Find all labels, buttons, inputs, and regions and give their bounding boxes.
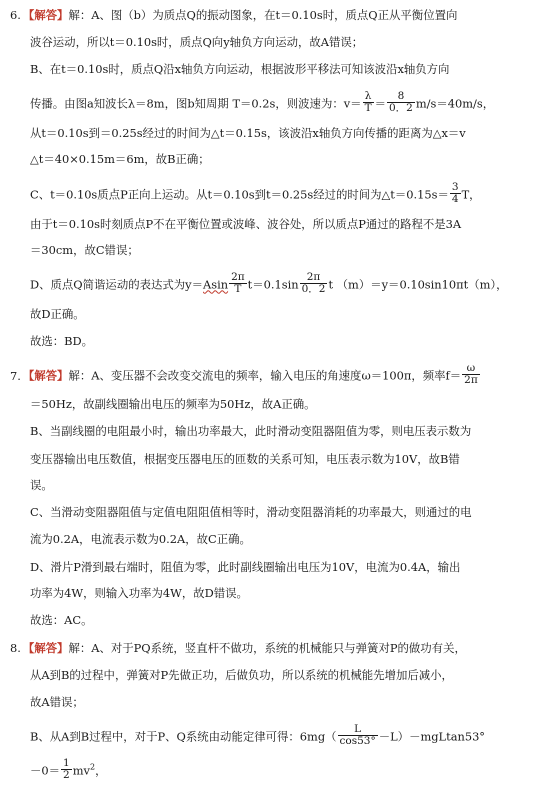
q6-line-12: 故选：BD。	[30, 334, 94, 348]
q6-line-11: 故D正确。	[30, 307, 85, 321]
fraction-L-over-cos53: $\frac{L}{\cos 53^\circ}$	[339, 723, 376, 747]
fraction-3-over-4: $\frac{3}{4}$	[451, 181, 459, 205]
q7-answer-tag: 【解答】	[22, 368, 69, 383]
q6-number: 6.	[10, 8, 21, 22]
q6-line-10: D、质点Q简谐运动的表达式为y＝Asin $\frac{2\pi}{T}$ t＝0.1sin $\frac{2\pi}{0.2}$ t （m）＝y＝0.10sin10πt（m），	[30, 271, 508, 295]
q7-line-4: 变压器输出电压数值，根据变压器电压的匝数的关系可知，电压表示数为10V，故B错	[30, 452, 460, 466]
q6-line-5: 从t＝0.10s到＝0.25s经过的时间为△t＝0.15s，该波沿x轴负方向传播的距离为△x＝v	[30, 126, 466, 140]
q7-line-9: 功率为4W，则输入功率为4W，故D错误。	[30, 586, 248, 600]
q8-number: 8.	[10, 641, 21, 655]
fraction-lambda-over-T: $\frac{\lambda}{T}$	[364, 90, 372, 114]
q8-line-4: B、从A到B过程中，对于P、Q系统由动能定律可得：6mg（ $\frac{L}{\cos 53^\circ}$ －L）－mgLtan53°	[30, 723, 486, 747]
q6-line-3: B、在t＝0.10s时，质点Q沿x轴负方向运动，根据波形平移法可知该波沿x轴负方向	[30, 62, 450, 76]
q7-line-10: 故选：AC。	[30, 613, 93, 627]
q7-line-2: ＝50Hz，故副线圈输出电压的频率为50Hz，故A正确。	[30, 397, 316, 411]
q8-line-5: －0＝ $\frac{1}{2}$ $mv^2$，	[30, 757, 107, 781]
q6-line-4: 传播。由图a知波长λ＝8m，图b知周期 T＝0.2s，则波速为：v＝ $\frac{\lambda}{T}$ ＝ $\frac{8}{0.2}$ m/s＝40m/s，	[30, 90, 495, 114]
q6-answer-tag: 【解答】	[22, 8, 69, 22]
q7-line-7: 流为0.2A，电流表示数为0.2A，故C正确。	[30, 532, 251, 546]
q7-line-1: 7. 【解答】解：A、变压器不会改变交流电的频率，输入电压的角速度ω＝100π，频率f＝ $\frac{\omega}{2\pi}$	[10, 362, 478, 386]
q7-line-3: B、当副线圈的电阻最小时，输出功率最大，此时滑动变阻器阻值为零，则电压表示数为	[30, 424, 472, 438]
q6-line-2: 波谷运动，所以t＝0.10s时，质点Q向y轴负方向运动，故A错误；	[30, 35, 364, 49]
q8-line-1: 8. 【解答】解：A、对于PQ系统，竖直杆不做功，系统的机械能只与弹簧对P的做功有关，	[10, 641, 466, 655]
q6-line-8: 由于t＝0.10s时刻质点P不在平衡位置或波峰、波谷处，所以质点P通过的路程不是3A	[30, 217, 462, 231]
fraction-2pi-over-0.2: $\frac{2\pi}{0.2}$	[301, 271, 326, 295]
q6-line-1: 6. 【解答】解：A、图（b）为质点Q的振动图象，在t＝0.10s时，质点Q正从平衡位置向	[10, 8, 458, 22]
q6-line-9: ＝30cm，故C错误；	[30, 243, 139, 257]
q6-line-6: △t＝40×0.15m＝6m，故B正确；	[30, 152, 210, 166]
fraction-1-over-2: $\frac{1}{2}$	[63, 757, 70, 781]
q7-line-5: 误。	[30, 478, 53, 492]
fraction-omega-over-2pi: $\frac{\omega}{2\pi}$	[464, 362, 478, 386]
q8-line-3: 故A错误；	[30, 695, 84, 709]
fraction-2pi-over-T: $\frac{2\pi}{T}$	[231, 271, 245, 295]
q7-number: 7.	[10, 368, 21, 383]
q7-line-8: D、滑片P滑到最右端时，阻值为零，此时副线圈输出电压为10V，电流为0.4A，输出	[30, 560, 461, 574]
q8-line-2: 从A到B的过程中，弹簧对P先做正功，后做负功，所以系统的机械能先增加后减小，	[30, 668, 453, 682]
q6-line-7: C、t＝0.10s质点P正向上运动。从t＝0.10s到t＝0.25s经过的时间为△t＝0.15s＝ $\frac{3}{4}$ T，	[30, 181, 481, 205]
q8-answer-tag: 【解答】	[22, 641, 69, 655]
q7-line-6: C、当滑动变阻器阻值与定值电阻阻值相等时，滑动变阻器消耗的功率最大，则通过的电	[30, 505, 472, 519]
fraction-8-over-0.2: $\frac{8}{0.2}$	[388, 90, 413, 114]
